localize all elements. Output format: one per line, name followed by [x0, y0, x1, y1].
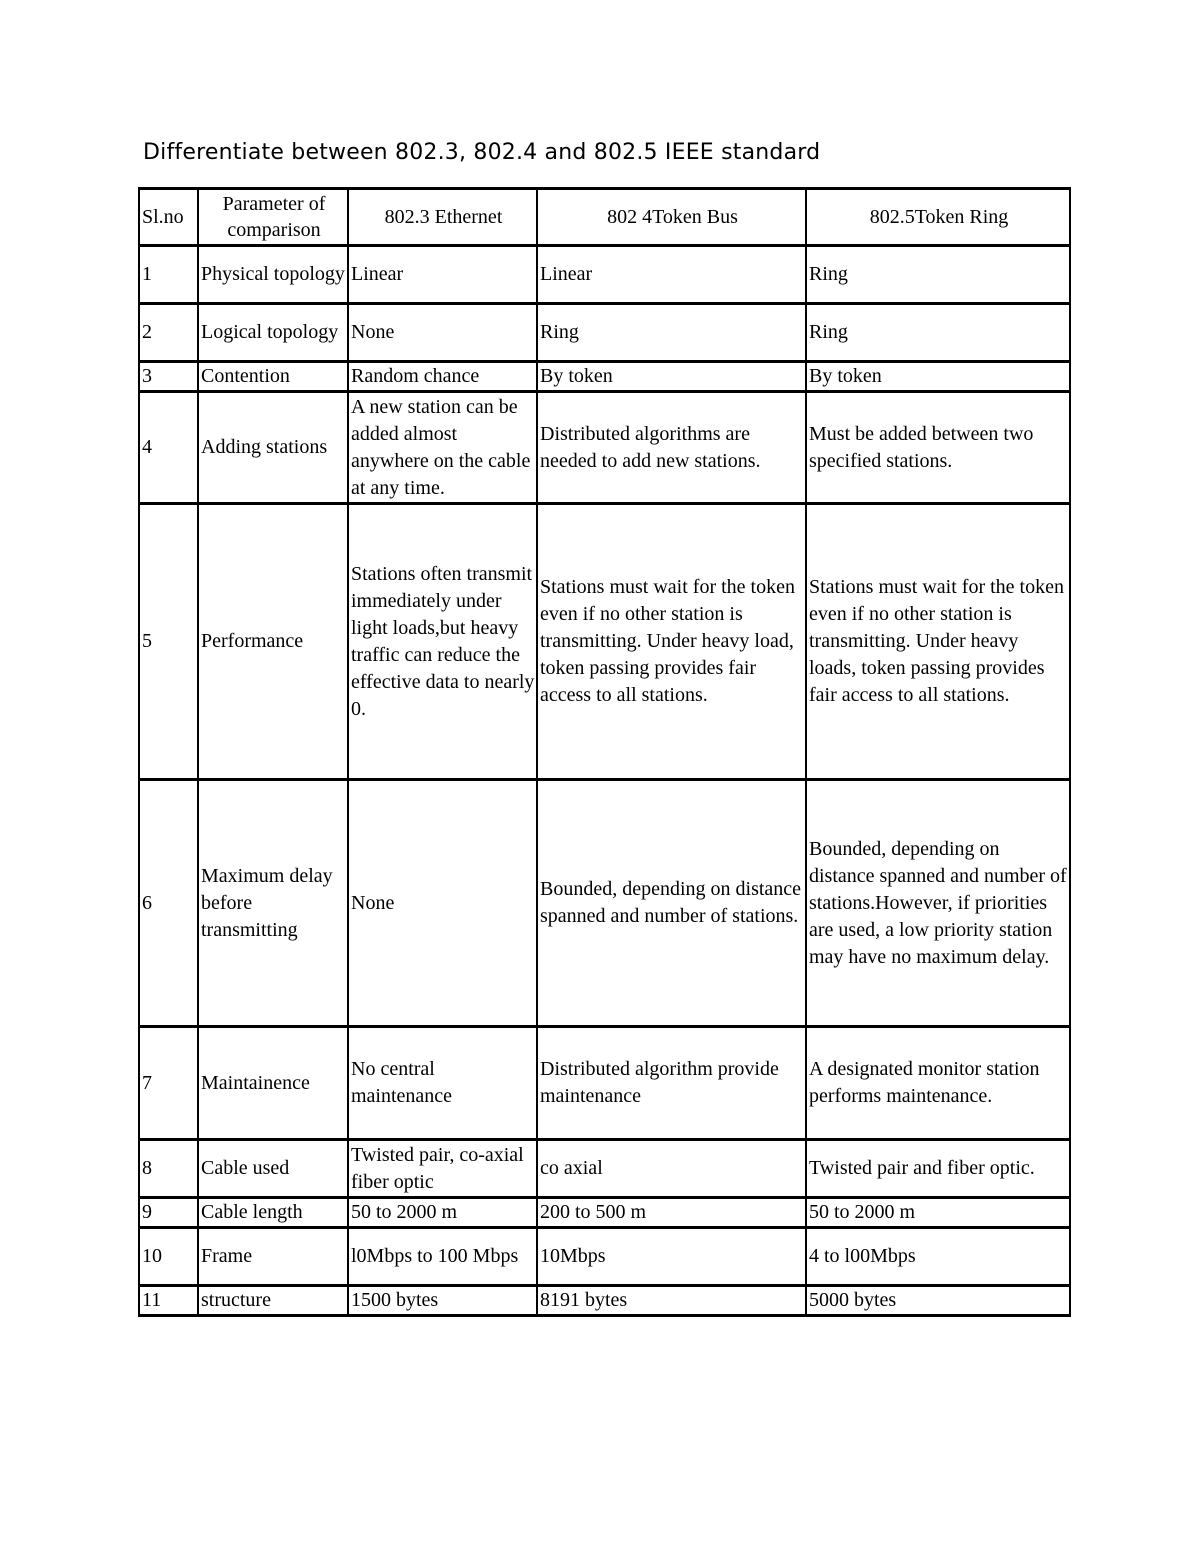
cell-token-ring-802-5: 5000 bytes	[806, 1286, 1070, 1316]
cell-token-bus-802-4: 8191 bytes	[537, 1286, 806, 1316]
cell-parameter: Maintainence	[198, 1027, 348, 1140]
cell-parameter: Performance	[198, 504, 348, 780]
cell-token-ring-802-5: By token	[806, 362, 1070, 392]
table-row	[139, 1286, 1070, 1316]
cell-token-bus-802-4: By token	[537, 362, 806, 392]
table-row	[139, 1140, 1070, 1198]
cell-sl-no: 11	[139, 1286, 198, 1316]
cell-token-ring-802-5: Stations must wait for the token even if no other station is transmitting. Under heavy loads, token passing provides fair access to all stations.	[806, 504, 1070, 780]
cell-sl-no: 4	[139, 392, 198, 504]
cell-parameter: Cable length	[198, 1198, 348, 1228]
cell-ethernet-802-3: 1500 bytes	[348, 1286, 537, 1316]
cell-sl-no: 3	[139, 362, 198, 392]
cell-parameter: Contention	[198, 362, 348, 392]
cell-sl-no: 10	[139, 1228, 198, 1286]
comparison-table	[138, 187, 1071, 1317]
cell-token-bus-802-4: Bounded, depending on distance spanned and number of stations.	[537, 780, 806, 1027]
cell-parameter: Physical topology	[198, 246, 348, 304]
cell-parameter: Adding stations	[198, 392, 348, 504]
cell-token-ring-802-5: 50 to 2000 m	[806, 1198, 1070, 1228]
cell-ethernet-802-3: Random chance	[348, 362, 537, 392]
cell-token-bus-802-4: Stations must wait for the token even if no other station is transmitting. Under heavy load, token passing provides fair access to all stations.	[537, 504, 806, 780]
cell-token-ring-802-5: Ring	[806, 246, 1070, 304]
cell-ethernet-802-3: A new station can be added almost anywhere on the cable at any time.	[348, 392, 537, 504]
cell-sl-no: 1	[139, 246, 198, 304]
cell-ethernet-802-3: l0Mbps to 100 Mbps	[348, 1228, 537, 1286]
cell-token-bus-802-4: 10Mbps	[537, 1228, 806, 1286]
cell-sl-no: 2	[139, 304, 198, 362]
cell-parameter: Maximum delay before transmitting	[198, 780, 348, 1027]
cell-ethernet-802-3: Twisted pair, co-axial fiber optic	[348, 1140, 537, 1198]
cell-token-ring-802-5: Twisted pair and fiber optic.	[806, 1140, 1070, 1198]
cell-sl-no: 5	[139, 504, 198, 780]
cell-parameter: Logical topology	[198, 304, 348, 362]
cell-token-bus-802-4: co axial	[537, 1140, 806, 1198]
table-row	[139, 1198, 1070, 1228]
cell-token-bus-802-4: Linear	[537, 246, 806, 304]
cell-token-bus-802-4: Ring	[537, 304, 806, 362]
table-row	[139, 780, 1070, 1027]
table-row	[139, 1228, 1070, 1286]
header-cell-ethernet-802-3: 802.3 Ethernet	[348, 189, 537, 246]
cell-ethernet-802-3: None	[348, 304, 537, 362]
cell-ethernet-802-3: Linear	[348, 246, 537, 304]
cell-sl-no: 9	[139, 1198, 198, 1228]
page-title: Differentiate between 802.3, 802.4 and 802.5 IEEE standard	[143, 140, 821, 165]
table-row	[139, 392, 1070, 504]
cell-token-ring-802-5: 4 to l00Mbps	[806, 1228, 1070, 1286]
table-row	[139, 504, 1070, 780]
header-cell-token-ring-802-5: 802.5Token Ring	[806, 189, 1070, 246]
cell-ethernet-802-3: No central maintenance	[348, 1027, 537, 1140]
table-header-row	[139, 189, 1070, 246]
cell-ethernet-802-3: Stations often transmit immediately under light loads,but heavy traffic can reduce the effective data to nearly 0.	[348, 504, 537, 780]
cell-token-bus-802-4: Distributed algorithm provide maintenance	[537, 1027, 806, 1140]
cell-sl-no: 8	[139, 1140, 198, 1198]
cell-token-ring-802-5: Ring	[806, 304, 1070, 362]
header-cell-sl-no: Sl.no	[139, 189, 198, 246]
header-cell-token-bus-802-4: 802 4Token Bus	[537, 189, 806, 246]
header-cell-parameter: Parameter of comparison	[198, 189, 348, 246]
table-row	[139, 246, 1070, 304]
cell-token-bus-802-4: Distributed algorithms are needed to add new stations.	[537, 392, 806, 504]
table-row	[139, 362, 1070, 392]
cell-token-bus-802-4: 200 to 500 m	[537, 1198, 806, 1228]
cell-token-ring-802-5: Bounded, depending on distance spanned and number of stations.However, if priorities are used, a low priority station may have no maximum delay.	[806, 780, 1070, 1027]
cell-token-ring-802-5: Must be added between two specified stations.	[806, 392, 1070, 504]
cell-parameter: structure	[198, 1286, 348, 1316]
cell-sl-no: 7	[139, 1027, 198, 1140]
cell-parameter: Cable used	[198, 1140, 348, 1198]
cell-parameter: Frame	[198, 1228, 348, 1286]
cell-ethernet-802-3: None	[348, 780, 537, 1027]
table-row	[139, 304, 1070, 362]
cell-ethernet-802-3: 50 to 2000 m	[348, 1198, 537, 1228]
cell-sl-no: 6	[139, 780, 198, 1027]
table-row	[139, 1027, 1070, 1140]
cell-token-ring-802-5: A designated monitor station performs maintenance.	[806, 1027, 1070, 1140]
